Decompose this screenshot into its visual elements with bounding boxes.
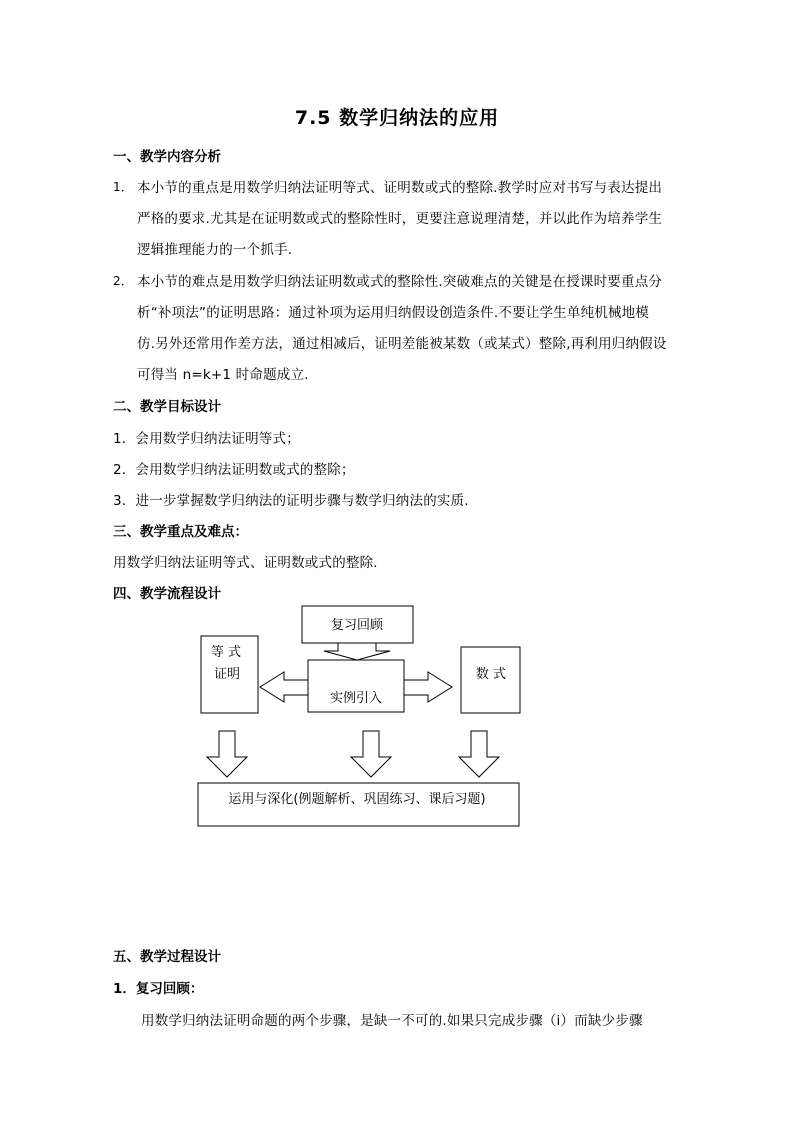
down-arrow-icon xyxy=(459,731,499,777)
section-heading-content-analysis: 一、教学内容分析 xyxy=(113,149,221,165)
key-points-text: 用数学归纳法证明等式、证明数或式的整除. xyxy=(113,555,378,571)
paragraph-line: 析“补项法”的证明思路：通过补项为运用归纳假设创造条件.不要让学生单纯机械地模 xyxy=(137,305,650,321)
down-arrow-icon xyxy=(351,731,391,777)
left-arrow-icon xyxy=(260,672,308,702)
number-label-line1: 数 式 xyxy=(475,667,507,682)
paragraph-line: 本小节的重点是用数学归纳法证明等式、证明数或式的整除.教学时应对书写与表达提出 xyxy=(137,180,663,196)
down-arrow-icon xyxy=(207,731,247,777)
example-label: 实例引入 xyxy=(329,691,383,706)
section-heading-objectives: 二、教学目标设计 xyxy=(113,399,221,415)
item-number: 2． xyxy=(113,274,134,288)
paragraph-line: 仿.另外还常用作差方法，通过相减后，证明差能被某数（或某式）整除,再利用归纳假设 xyxy=(137,336,667,352)
application-label: 运用与深化(例题解析、巩固练习、课后习题) xyxy=(228,792,486,807)
review-label: 复习回顾 xyxy=(330,618,384,633)
paragraph-line: 可得当 n=k+1 时命题成立. xyxy=(137,367,309,383)
section-heading-flow: 四、教学流程设计 xyxy=(113,586,221,602)
right-arrow-icon xyxy=(404,672,452,702)
down-arrow-icon xyxy=(324,643,390,660)
objective-item: 3．进一步掌握数学归纳法的证明步骤与数学归纳法的实质. xyxy=(113,493,469,509)
page-title: 7.5 数学归纳法的应用 xyxy=(294,107,500,129)
item-number: 1． xyxy=(113,180,134,194)
equality-label-line1: 等 式 xyxy=(210,645,242,660)
section-heading-key-points: 三、教学重点及难点： xyxy=(113,524,248,540)
objective-item: 1．会用数学归纳法证明等式； xyxy=(113,431,300,447)
objective-item: 2．会用数学归纳法证明数或式的整除； xyxy=(113,462,355,478)
subheading-review: 1．复习回顾： xyxy=(113,981,204,997)
equality-label-line2: 证明 xyxy=(213,667,241,682)
paragraph-line: 逻辑推理能力的一个抓手. xyxy=(137,242,293,258)
paragraph-line: 本小节的难点是用数学归纳法证明数或式的整除性.突破难点的关键是在授课时要重点分 xyxy=(137,274,663,290)
section-heading-process: 五、教学过程设计 xyxy=(113,949,221,965)
paragraph-line: 严格的要求.尤其是在证明数或式的整除性时，更要注意说理清楚，并以此作为培养学生 xyxy=(137,211,663,227)
paragraph-line: 用数学归纳法证明命题的两个步骤，是缺一不可的.如果只完成步骤（i）而缺少步骤 xyxy=(141,1013,643,1029)
